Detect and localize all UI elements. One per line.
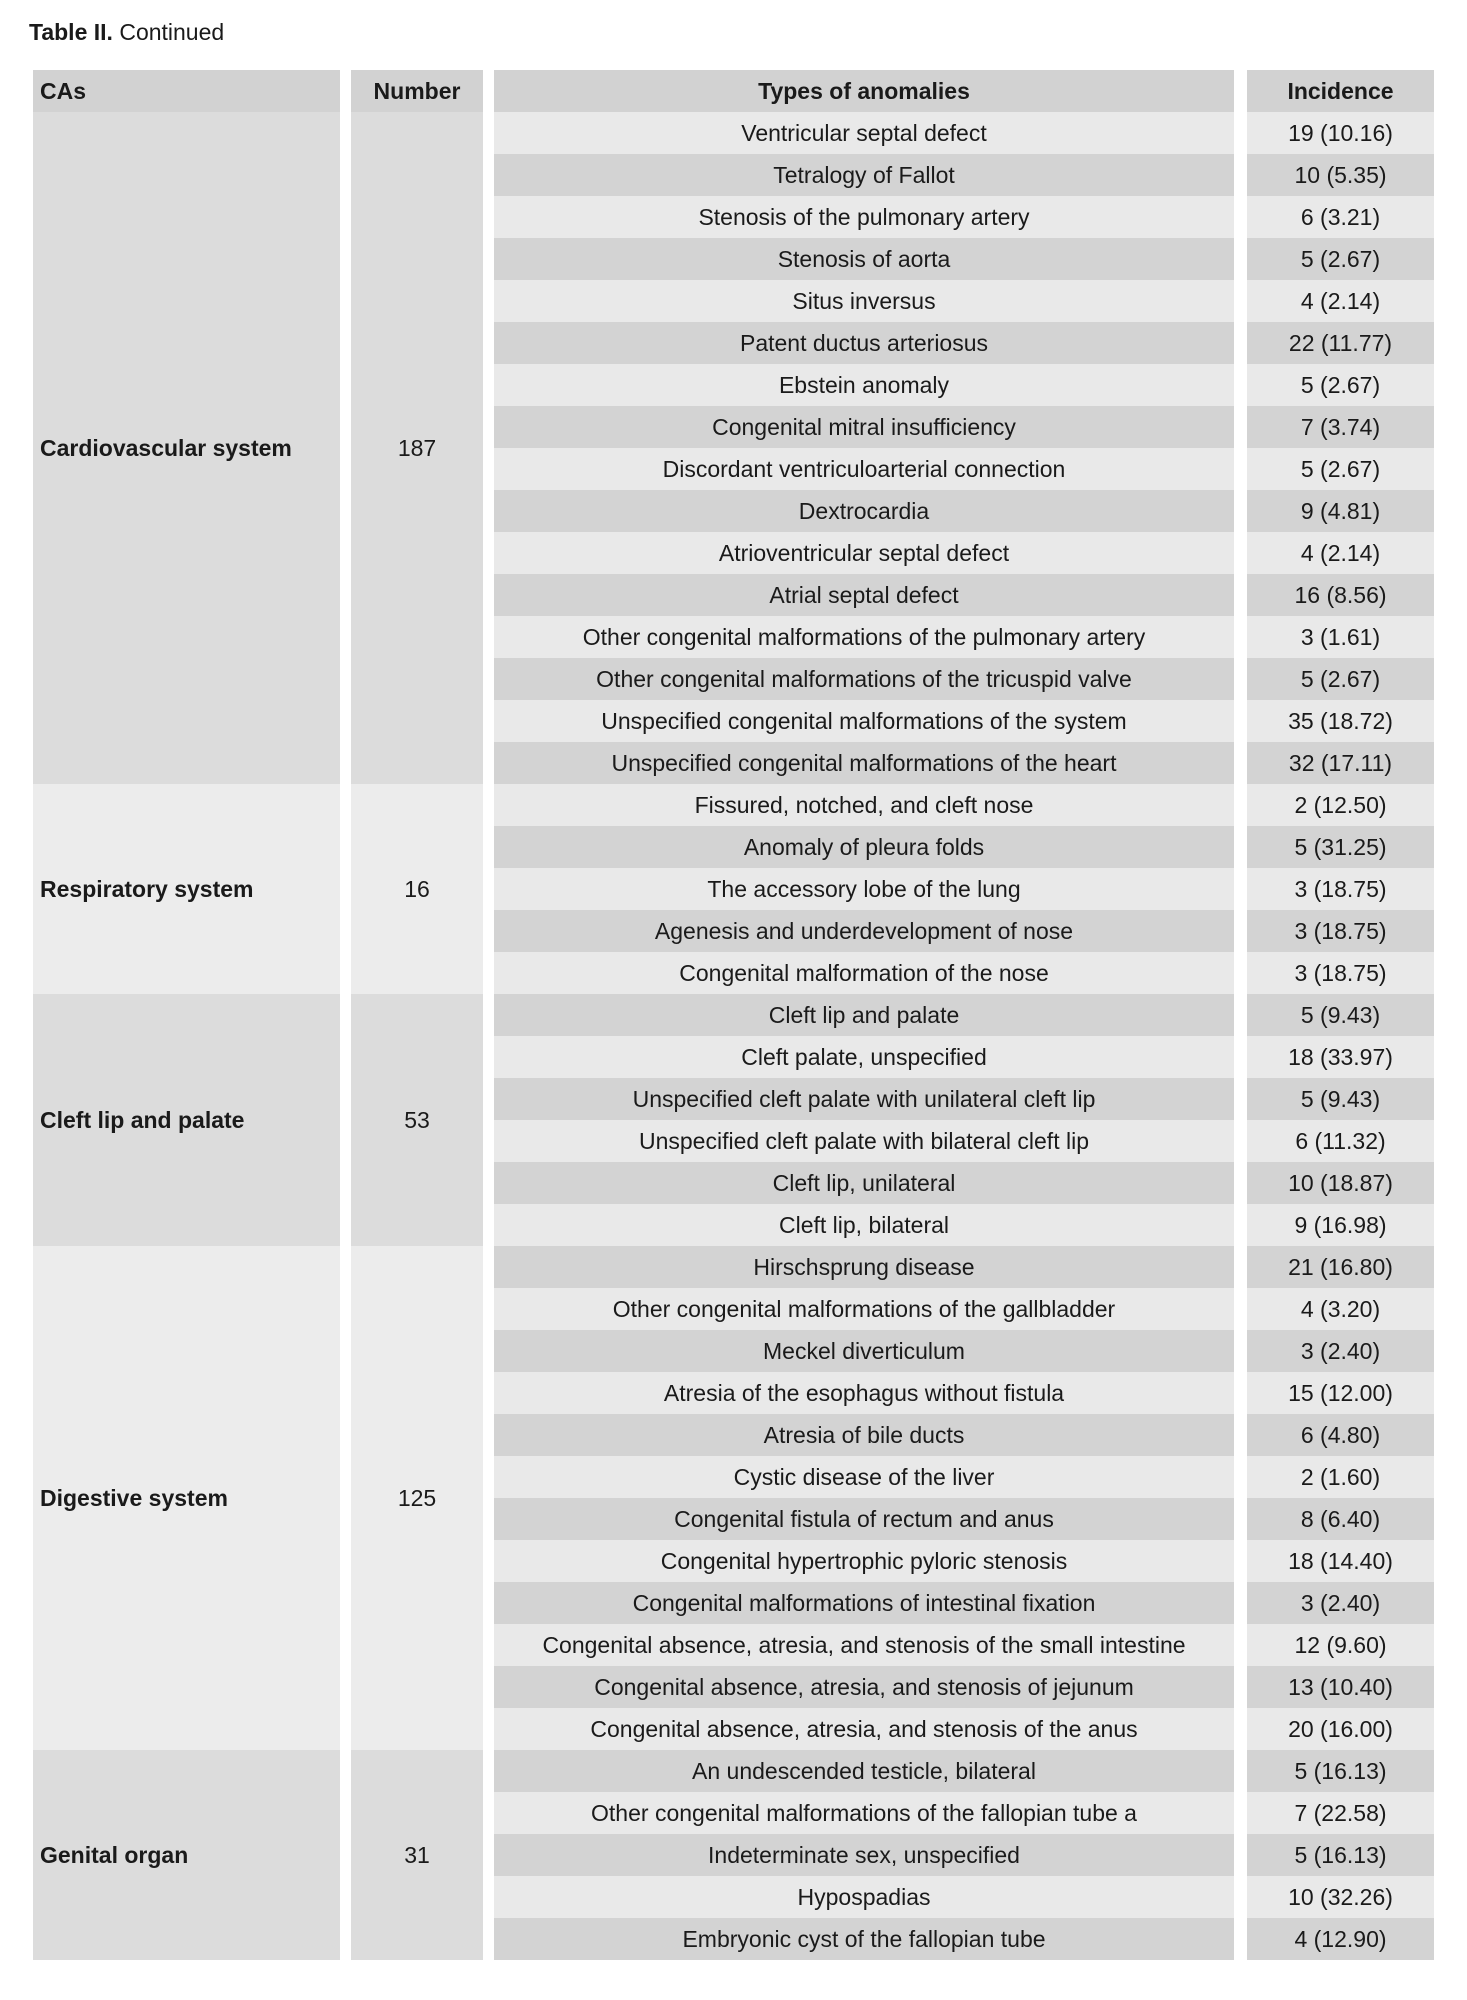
incidence-cell: 15 (12.00) xyxy=(1247,1372,1434,1414)
table-caption-label: Table II. xyxy=(29,19,113,45)
anomaly-type-cell: Congenital malformation of the nose xyxy=(494,952,1234,994)
anomaly-type-cell: Fissured, notched, and cleft nose xyxy=(494,784,1234,826)
anomaly-type-cell: Meckel diverticulum xyxy=(494,1330,1234,1372)
types-column xyxy=(494,70,1234,1960)
incidence-cell: 13 (10.40) xyxy=(1247,1666,1434,1708)
group-number: 125 xyxy=(351,1246,483,1750)
anomaly-type-cell: Ventricular septal defect xyxy=(494,112,1234,154)
incidence-cell: 10 (32.26) xyxy=(1247,1876,1434,1918)
group-name: Genital organ xyxy=(33,1750,340,1960)
incidence-cell: 21 (16.80) xyxy=(1247,1246,1434,1288)
incidence-cell: 2 (12.50) xyxy=(1247,784,1434,826)
anomaly-type-cell: Unspecified congenital malformations of the system xyxy=(494,700,1234,742)
incidence-cell: 2 (1.60) xyxy=(1247,1456,1434,1498)
incidence-cell: 4 (2.14) xyxy=(1247,280,1434,322)
anomaly-type-cell: Tetralogy of Fallot xyxy=(494,154,1234,196)
anomaly-type-cell: An undescended testicle, bilateral xyxy=(494,1750,1234,1792)
incidence-cell: 3 (18.75) xyxy=(1247,868,1434,910)
number-column xyxy=(351,70,483,1960)
anomaly-type-cell: Discordant ventriculoarterial connection xyxy=(494,448,1234,490)
anomaly-type-cell: Anomaly of pleura folds xyxy=(494,826,1234,868)
anomaly-type-cell: Ebstein anomaly xyxy=(494,364,1234,406)
incidence-cell: 4 (12.90) xyxy=(1247,1918,1434,1960)
group-number: 53 xyxy=(351,994,483,1246)
anomaly-type-cell: Other congenital malformations of the pulmonary artery xyxy=(494,616,1234,658)
anomaly-type-cell: Patent ductus arteriosus xyxy=(494,322,1234,364)
incidence-cell: 5 (31.25) xyxy=(1247,826,1434,868)
incidence-cell: 4 (2.14) xyxy=(1247,532,1434,574)
anomaly-type-cell: Unspecified cleft palate with unilateral cleft lip xyxy=(494,1078,1234,1120)
incidence-cell: 4 (3.20) xyxy=(1247,1288,1434,1330)
anomaly-type-cell: Other congenital malformations of the tricuspid valve xyxy=(494,658,1234,700)
header-types: Types of anomalies xyxy=(494,70,1234,112)
anomaly-type-cell: Cleft lip, unilateral xyxy=(494,1162,1234,1204)
anomaly-type-cell: Atrial septal defect xyxy=(494,574,1234,616)
incidence-cell: 32 (17.11) xyxy=(1247,742,1434,784)
incidence-cell: 9 (4.81) xyxy=(1247,490,1434,532)
incidence-cell: 10 (5.35) xyxy=(1247,154,1434,196)
anomaly-type-cell: Atresia of bile ducts xyxy=(494,1414,1234,1456)
incidence-cell: 6 (11.32) xyxy=(1247,1120,1434,1162)
group-name: Digestive system xyxy=(33,1246,340,1750)
anomaly-type-cell: Cleft palate, unspecified xyxy=(494,1036,1234,1078)
incidence-cell: 6 (3.21) xyxy=(1247,196,1434,238)
incidence-cell: 8 (6.40) xyxy=(1247,1498,1434,1540)
anomaly-type-cell: Hirschsprung disease xyxy=(494,1246,1234,1288)
incidence-cell: 7 (3.74) xyxy=(1247,406,1434,448)
incidence-cell: 35 (18.72) xyxy=(1247,700,1434,742)
incidence-cell: 18 (33.97) xyxy=(1247,1036,1434,1078)
incidence-cell: 22 (11.77) xyxy=(1247,322,1434,364)
anomaly-type-cell: Other congenital malformations of the fallopian tube a xyxy=(494,1792,1234,1834)
incidence-cell: 18 (14.40) xyxy=(1247,1540,1434,1582)
anomaly-type-cell: Unspecified cleft palate with bilateral cleft lip xyxy=(494,1120,1234,1162)
anomaly-type-cell: Stenosis of the pulmonary artery xyxy=(494,196,1234,238)
incidence-cell: 9 (16.98) xyxy=(1247,1204,1434,1246)
incidence-cell: 3 (2.40) xyxy=(1247,1330,1434,1372)
incidence-cell: 6 (4.80) xyxy=(1247,1414,1434,1456)
anomaly-type-cell: Atrioventricular septal defect xyxy=(494,532,1234,574)
incidence-cell: 20 (16.00) xyxy=(1247,1708,1434,1750)
incidence-cell: 3 (1.61) xyxy=(1247,616,1434,658)
group-number: 16 xyxy=(351,784,483,994)
anomaly-type-cell: Congenital absence, atresia, and stenosis of jejunum xyxy=(494,1666,1234,1708)
anomaly-type-cell: Congenital fistula of rectum and anus xyxy=(494,1498,1234,1540)
anomaly-type-cell: Hypospadias xyxy=(494,1876,1234,1918)
anomaly-type-cell: Atresia of the esophagus without fistula xyxy=(494,1372,1234,1414)
group-name: Cardiovascular system xyxy=(33,112,340,784)
anomaly-type-cell: Congenital malformations of intestinal fixation xyxy=(494,1582,1234,1624)
header-cas: CAs xyxy=(33,70,340,112)
incidence-cell: 5 (2.67) xyxy=(1247,448,1434,490)
anomaly-type-cell: Congenital hypertrophic pyloric stenosis xyxy=(494,1540,1234,1582)
anomaly-type-cell: Agenesis and underdevelopment of nose xyxy=(494,910,1234,952)
incidence-cell: 12 (9.60) xyxy=(1247,1624,1434,1666)
incidence-cell: 10 (18.87) xyxy=(1247,1162,1434,1204)
incidence-cell: 5 (2.67) xyxy=(1247,364,1434,406)
anomaly-type-cell: Indeterminate sex, unspecified xyxy=(494,1834,1234,1876)
anomaly-type-cell: Stenosis of aorta xyxy=(494,238,1234,280)
incidence-cell: 16 (8.56) xyxy=(1247,574,1434,616)
ca-column xyxy=(33,70,340,1960)
anomaly-type-cell: Embryonic cyst of the fallopian tube xyxy=(494,1918,1234,1960)
group-number: 31 xyxy=(351,1750,483,1960)
anomaly-type-cell: Unspecified congenital malformations of the heart xyxy=(494,742,1234,784)
anomaly-type-cell: Other congenital malformations of the gallbladder xyxy=(494,1288,1234,1330)
incidence-cell: 3 (18.75) xyxy=(1247,910,1434,952)
incidence-cell: 7 (22.58) xyxy=(1247,1792,1434,1834)
group-number: 187 xyxy=(351,112,483,784)
table-caption-text: Continued xyxy=(112,19,225,45)
incidence-cell: 5 (2.67) xyxy=(1247,238,1434,280)
anomaly-type-cell: Cleft lip and palate xyxy=(494,994,1234,1036)
anomaly-type-cell: Congenital absence, atresia, and stenosis of the anus xyxy=(494,1708,1234,1750)
anomaly-type-cell: The accessory lobe of the lung xyxy=(494,868,1234,910)
incidence-cell: 5 (9.43) xyxy=(1247,1078,1434,1120)
incidence-column xyxy=(1247,70,1434,1960)
incidence-cell: 5 (2.67) xyxy=(1247,658,1434,700)
group-name: Cleft lip and palate xyxy=(33,994,340,1246)
anomaly-type-cell: Congenital mitral insufficiency xyxy=(494,406,1234,448)
anomaly-type-cell: Situs inversus xyxy=(494,280,1234,322)
anomaly-type-cell: Cleft lip, bilateral xyxy=(494,1204,1234,1246)
table-caption xyxy=(29,16,224,48)
group-name: Respiratory system xyxy=(33,784,340,994)
incidence-cell: 19 (10.16) xyxy=(1247,112,1434,154)
anomaly-type-cell: Dextrocardia xyxy=(494,490,1234,532)
incidence-cell: 3 (18.75) xyxy=(1247,952,1434,994)
incidence-cell: 5 (9.43) xyxy=(1247,994,1434,1036)
incidence-cell: 3 (2.40) xyxy=(1247,1582,1434,1624)
incidence-cell: 5 (16.13) xyxy=(1247,1834,1434,1876)
anomaly-type-cell: Congenital absence, atresia, and stenosis of the small intestine xyxy=(494,1624,1234,1666)
header-incidence: Incidence xyxy=(1247,70,1434,112)
anomaly-type-cell: Cystic disease of the liver xyxy=(494,1456,1234,1498)
incidence-cell: 5 (16.13) xyxy=(1247,1750,1434,1792)
header-number: Number xyxy=(351,70,483,112)
